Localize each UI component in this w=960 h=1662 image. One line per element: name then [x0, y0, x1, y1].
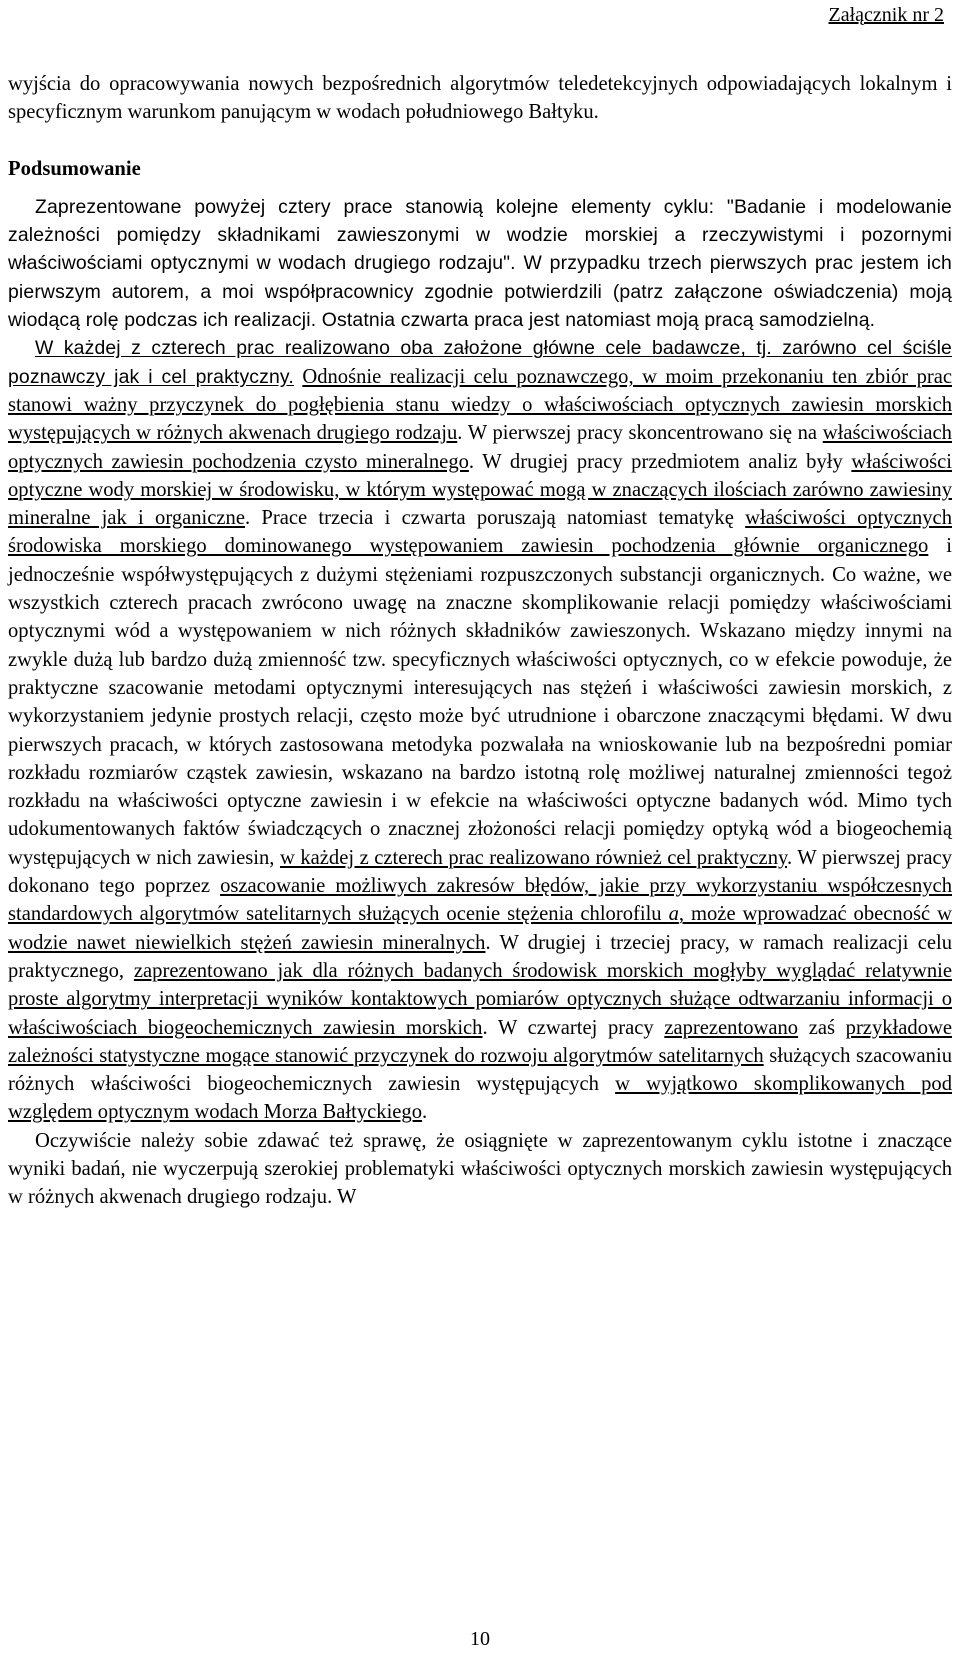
paragraph-text: zaś — [798, 1016, 846, 1039]
underlined-text: , może wprowadzać obecność w wodzie nawet niewielkich stężeń zawiesin mineralnych — [8, 903, 953, 954]
paragraph-text: . — [422, 1101, 428, 1124]
paragraph-text: służących szacowaniu różnych właściwości biogeochemicznych zawiesin występujących — [8, 1044, 952, 1096]
summary-paragraph-2 — [8, 334, 952, 1126]
paragraph-text: . W drugiej i trzeciej pracy, w ramach realizacji celu praktycznego, — [8, 931, 952, 982]
section-heading: Podsumowanie — [8, 157, 141, 180]
underlined-text: właściwości optycznych środowiska morskiego dominowanego występowaniem zawiesin pochodzenia głównie organicznego — [8, 507, 952, 558]
paragraph-text: . W czwartej pracy — [482, 1016, 665, 1039]
underlined-text: w wyjątkowo skomplikowanych pod względem optycznym wodach Morza Bałtyckiego — [8, 1073, 953, 1124]
paragraph-text: . Prace trzecia i czwarta poruszają natomiast tematykę — [245, 507, 746, 530]
underlined-text: przykładowe zależności statystyczne mogące stanowić przyczynek do rozwoju algorytmów satelitarnych — [8, 1016, 953, 1067]
underlined-text: właściwościach optycznych zawiesin pochodzenia czysto mineralnego — [8, 422, 952, 473]
document-body — [8, 70, 952, 1212]
paragraph-text: i jednocześnie współwystępujących z dużymi stężeniami rozpuszczonych substancji organicznych. Co ważne, we wszystkich czterech pracach zwrócono uwagę na znaczne skomplikowanie relacji pomiędzy właściwościami optycznymi wód a występowaniem w nich różnych składników zawieszonych. Wskazano między innymi na zwykle dużą lub bardzo dużą zmienność tzw. specyficznych właściwości optycznych, co w efekcie powoduje, że praktyczne szacowanie metodami optycznymi interesujących nas stężeń i właściwości zawiesin morskich, z wykorzystaniem jedynie prostych relacji, często może być utrudnione i obarczone znaczącymi błędami. W dwu pierwszych pracach, w których zastosowana metodyka pozwalała na wnioskowanie lub na bezpośredni pomiar rozkładu rozmiarów cząstek zawiesin, wskazano na bardzo istotną rolę możliwej naturalnej zmienności tegoż rozkładu na właściwości optyczne zawiesin i w efekcie na właściwości optyczne badanych wód. Mimo tych udokumentowanych faktów świadczących o znacznej złożoności relacji pomiędzy optyką wód a biogeochemią występujących w nich zawiesin, — [8, 535, 952, 869]
underlined-text: Odnośnie realizacji celu poznawczego, w moim przekonaniu ten zbiór prac stanowi ważny przyczynek do pogłębienia stanu wiedzy o właściwościach optycznych zawiesin morskich występujących w różnych akwenach drugiego rodzaju — [8, 365, 952, 445]
paragraph-text: . W pierwszej pracy dokonano tego poprzez — [8, 846, 952, 898]
underlined-text: w każdej z czterech prac realizowano również cel praktyczny — [279, 846, 787, 869]
summary-paragraph-1 — [8, 193, 952, 334]
paragraph-text: . W pierwszej pracy skoncentrowano się na — [457, 422, 823, 445]
underlined-text: zaprezentowano jak dla różnych badanych środowisk morskich mogłyby wyglądać relatywnie proste algorytmy interpretacji wyników kontaktowych pomiarów optycznych służące odtwarzaniu informacji o właściwościach biogeochemicznych zawiesin morskich — [8, 959, 952, 1039]
underlined-text: właściwości optyczne wody morskiej w środowisku, w którym występować mogą w znaczących ilościach zarówno zawiesiny mineralne jak i organiczne — [8, 450, 952, 530]
underlined-text: oszacowanie możliwych zakresów błędów, jakie przy wykorzystaniu współczesnych standardowych algorytmów satelitarnych służących ocenie stężenia chlorofilu — [8, 875, 952, 926]
attachment-label: Załącznik nr 2 — [828, 4, 944, 26]
underlined-text: W każdej z czterech prac realizowano oba założone główne cele badawcze, tj. zarówno cel ściśle poznawczy jak i cel praktyczny. — [8, 337, 952, 388]
cycle-title-sentence: Zaprezentowane powyżej cztery prace stanowią kolejne elementy cyklu: "Badanie i modelowanie zależności pomiędzy składnikami zawieszonymi w wodzie morskiej a rzeczywistymi i pozornymi właściwościami optycznymi w wodach drugiego rodzaju". — [8, 195, 952, 275]
summary-paragraph-3: Oczywiście należy sobie zdawać też sprawę, że osiągnięte w zaprezentowanym cyklu istotne i znaczące wyniki badań, nie wyczerpują szerokiej problematyki właściwości optycznych morskich zawiesin występujących w różnych akwenach drugiego rodzaju. W — [8, 1129, 952, 1209]
underlined-italic-symbol: a — [668, 903, 679, 926]
intro-paragraph: wyjścia do opracowywania nowych bezpośrednich algorytmów teledetekcyjnych odpowiadających lokalnym i specyficznym warunkom panującym w wodach południowego Bałtyku. — [8, 73, 952, 124]
page-number: 10 — [470, 1628, 490, 1650]
paragraph-text: . W drugiej pracy przedmiotem analiz były — [468, 450, 852, 473]
underlined-text: zaprezentowano — [664, 1016, 799, 1039]
authorship-sentence: W przypadku trzech pierwszych prac jestem ich pierwszym autorem, a moi współpracownicy zgodnie potwierdzili (patrz załączone oświadczenia) moją wiodącą rolę podczas ich realizacji. Ostatnia czwarta praca jest natomiast moją pracą samodzielną. — [8, 252, 952, 332]
